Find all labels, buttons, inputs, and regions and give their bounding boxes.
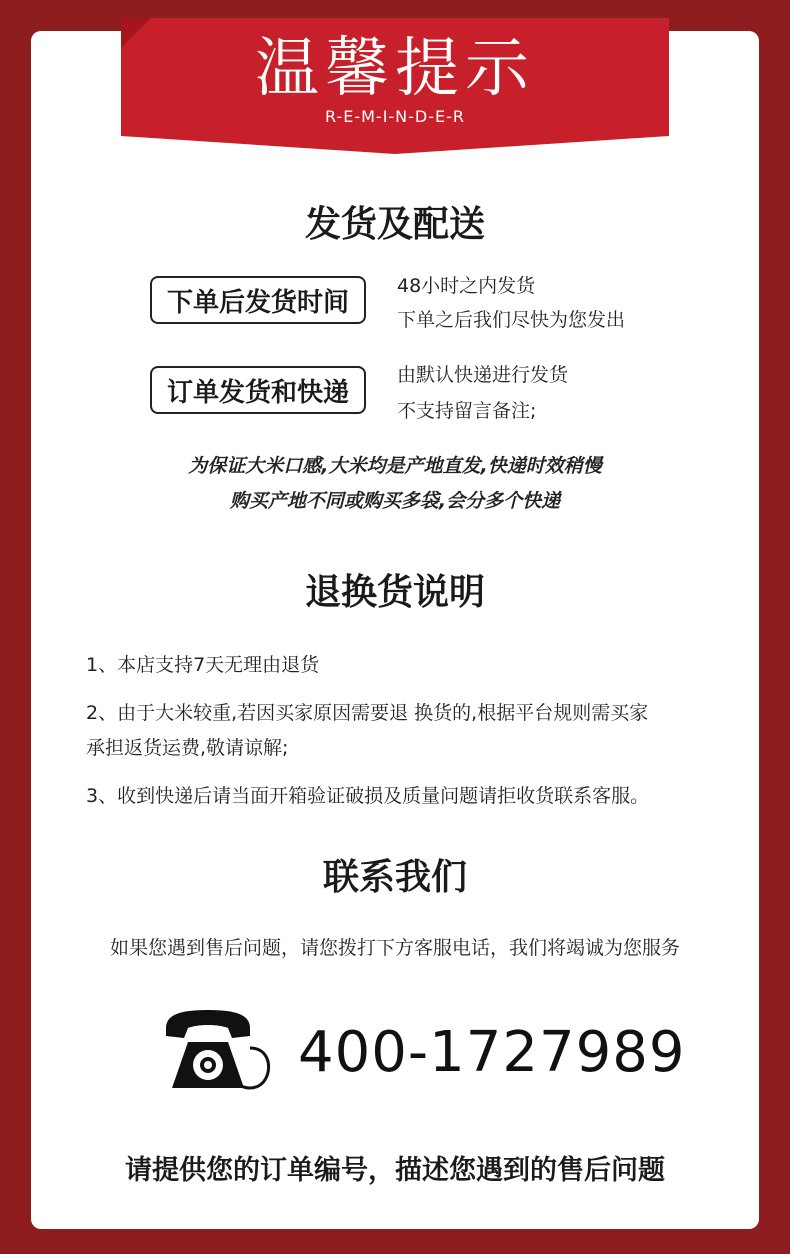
courier-line-2: 不支持留言备注;: [397, 400, 537, 422]
shipping-title: 发货及配送: [304, 204, 485, 245]
returns-item-3: 3、收到快递后请当面开箱验证破损及质量问题请拒收货联系客服。: [86, 785, 650, 807]
service-phone-number: 400-1727989: [298, 1020, 686, 1085]
order-courier-label: 订单发货和快递: [150, 366, 366, 414]
courier-line-1: 由默认快递进行发货: [397, 364, 569, 386]
returns-item-1: 1、本店支持7天无理由退货: [86, 654, 320, 676]
telephone-icon: [162, 1008, 272, 1094]
ship-time-line-1: 48小时之内发货: [397, 275, 536, 297]
returns-item-2: 2、由于大米较重,若因买家原因需要退 换货的,根据平台规则需买家: [86, 702, 649, 724]
shipping-note-2: 购买产地不同或购买多袋,会分多个快递: [229, 490, 561, 512]
ship-time-line-2: 下单之后我们尽快为您发出: [397, 309, 626, 331]
returns-item-2-cont: 承担返货运费,敬请谅解;: [86, 737, 289, 759]
shipping-note-1: 为保证大米口感,大米均是产地直发,快递时效稍慢: [188, 455, 602, 477]
contact-title: 联系我们: [322, 857, 467, 898]
returns-title: 退换货说明: [304, 572, 485, 613]
banner-subtitle: R-E-M-I-N-D-E-R: [324, 107, 466, 126]
contact-footer: 请提供您的订单编号，描述您遇到的售后问题: [125, 1155, 665, 1186]
banner-title: 温馨提示: [255, 32, 535, 106]
reminder-banner: [121, 18, 669, 154]
order-ship-time-label: 下单后发货时间: [150, 276, 366, 324]
contact-intro: 如果您遇到售后问题，请您拨打下方客服电话，我们将竭诚为您服务: [109, 937, 680, 959]
